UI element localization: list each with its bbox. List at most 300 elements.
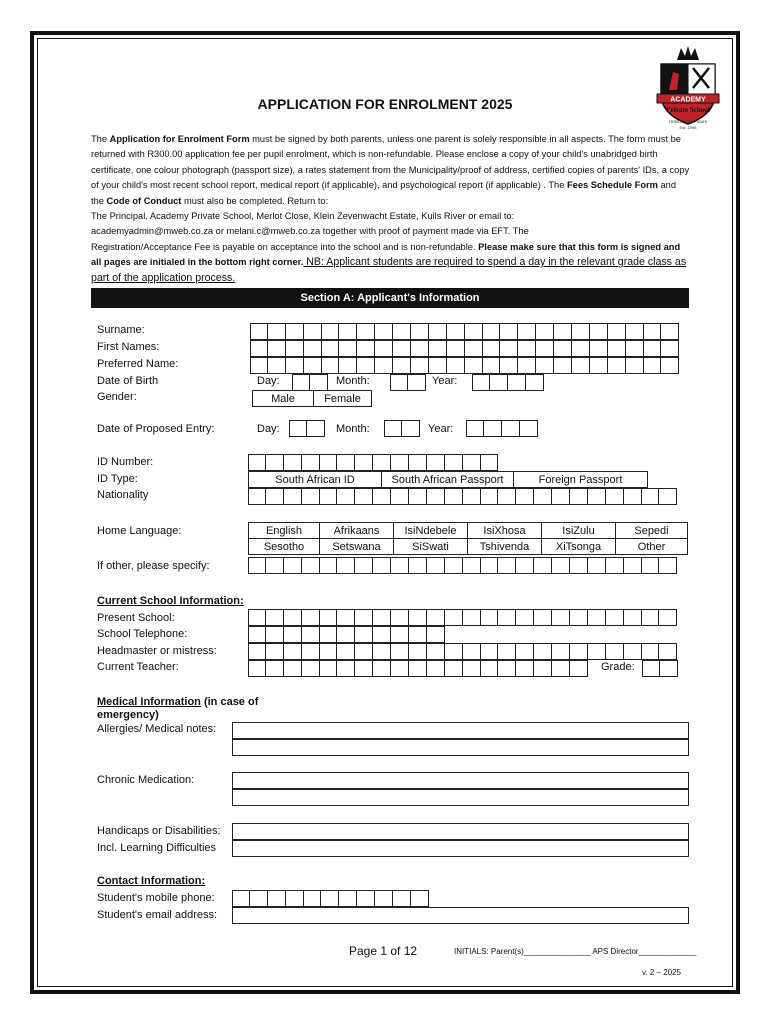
- char-box[interactable]: [337, 643, 355, 660]
- char-box[interactable]: [502, 420, 520, 437]
- char-box[interactable]: [463, 454, 481, 471]
- dob-month-field[interactable]: [390, 374, 426, 391]
- char-box[interactable]: [518, 340, 536, 357]
- char-box[interactable]: [355, 626, 373, 643]
- char-box[interactable]: [373, 454, 391, 471]
- char-box[interactable]: [384, 420, 402, 437]
- char-box[interactable]: [355, 643, 373, 660]
- char-box[interactable]: [373, 626, 391, 643]
- handicaps-field-2[interactable]: [232, 840, 689, 857]
- char-box[interactable]: [232, 890, 250, 907]
- char-box[interactable]: [302, 454, 320, 471]
- char-box[interactable]: [465, 323, 483, 340]
- char-box[interactable]: [588, 488, 606, 505]
- char-box[interactable]: [355, 660, 373, 677]
- char-box[interactable]: [320, 454, 338, 471]
- char-box[interactable]: [465, 357, 483, 374]
- char-box[interactable]: [284, 488, 302, 505]
- char-box[interactable]: [266, 557, 284, 574]
- char-box[interactable]: [393, 890, 411, 907]
- char-box[interactable]: [500, 357, 518, 374]
- lang-sesotho[interactable]: Sesotho: [248, 538, 320, 555]
- char-box[interactable]: [250, 340, 268, 357]
- char-box[interactable]: [516, 557, 534, 574]
- char-box[interactable]: [393, 340, 411, 357]
- char-box[interactable]: [284, 609, 302, 626]
- char-box[interactable]: [268, 340, 286, 357]
- char-box[interactable]: [608, 340, 626, 357]
- char-box[interactable]: [659, 488, 677, 505]
- char-box[interactable]: [554, 357, 572, 374]
- char-box[interactable]: [552, 643, 570, 660]
- chronic-field-1[interactable]: [232, 772, 689, 789]
- char-box[interactable]: [447, 323, 465, 340]
- char-box[interactable]: [411, 323, 429, 340]
- char-box[interactable]: [310, 374, 328, 391]
- other-language-field[interactable]: [248, 557, 677, 574]
- char-box[interactable]: [481, 454, 499, 471]
- char-box[interactable]: [661, 323, 679, 340]
- char-box[interactable]: [552, 660, 570, 677]
- char-box[interactable]: [391, 643, 409, 660]
- char-box[interactable]: [284, 660, 302, 677]
- char-box[interactable]: [355, 609, 373, 626]
- char-box[interactable]: [516, 488, 534, 505]
- char-box[interactable]: [337, 609, 355, 626]
- char-box[interactable]: [355, 454, 373, 471]
- char-box[interactable]: [320, 643, 338, 660]
- char-box[interactable]: [463, 557, 481, 574]
- char-box[interactable]: [534, 488, 552, 505]
- char-box[interactable]: [642, 660, 660, 677]
- char-box[interactable]: [659, 643, 677, 660]
- char-box[interactable]: [250, 357, 268, 374]
- char-box[interactable]: [463, 643, 481, 660]
- char-box[interactable]: [337, 626, 355, 643]
- char-box[interactable]: [337, 488, 355, 505]
- mobile-label: Student's mobile phone:: [97, 892, 215, 904]
- lang-isixhosa[interactable]: IsiXhosa: [468, 522, 542, 539]
- char-box[interactable]: [357, 340, 375, 357]
- char-box[interactable]: [248, 660, 266, 677]
- char-box[interactable]: [624, 643, 642, 660]
- char-box[interactable]: [320, 488, 338, 505]
- char-box[interactable]: [307, 420, 325, 437]
- id-type-sa-passport[interactable]: South African Passport: [382, 471, 514, 488]
- allergies-field-1[interactable]: [232, 722, 689, 739]
- char-box[interactable]: [554, 340, 572, 357]
- lang-other[interactable]: Other: [616, 538, 688, 555]
- char-box[interactable]: [481, 557, 499, 574]
- char-box[interactable]: [409, 557, 427, 574]
- dob-month-label: Month:: [336, 375, 370, 387]
- char-box[interactable]: [304, 340, 322, 357]
- char-box[interactable]: [642, 557, 660, 574]
- chronic-field-2[interactable]: [232, 789, 689, 806]
- char-box[interactable]: [320, 557, 338, 574]
- char-box[interactable]: [411, 890, 429, 907]
- char-box[interactable]: [266, 660, 284, 677]
- char-box[interactable]: [391, 660, 409, 677]
- char-box[interactable]: [375, 340, 393, 357]
- id-type-sa-id[interactable]: South African ID: [248, 471, 382, 488]
- char-box[interactable]: [463, 660, 481, 677]
- char-box[interactable]: [659, 609, 677, 626]
- char-box[interactable]: [463, 488, 481, 505]
- char-box[interactable]: [498, 609, 516, 626]
- char-box[interactable]: [284, 557, 302, 574]
- char-box[interactable]: [373, 643, 391, 660]
- char-box[interactable]: [284, 643, 302, 660]
- char-box[interactable]: [624, 609, 642, 626]
- char-box[interactable]: [572, 340, 590, 357]
- char-box[interactable]: [248, 454, 266, 471]
- char-box[interactable]: [429, 340, 447, 357]
- char-box[interactable]: [498, 488, 516, 505]
- email-label: Student's email address:: [97, 909, 218, 921]
- char-box[interactable]: [606, 643, 624, 660]
- id-type-foreign-passport[interactable]: Foreign Passport: [514, 471, 648, 488]
- char-box[interactable]: [337, 557, 355, 574]
- learning-label: Incl. Learning Difficulties: [97, 842, 217, 854]
- char-box[interactable]: [466, 420, 484, 437]
- char-box[interactable]: [534, 557, 552, 574]
- char-box[interactable]: [660, 660, 678, 677]
- contact-heading: Contact Information:: [97, 875, 206, 887]
- char-box[interactable]: [390, 374, 408, 391]
- char-box[interactable]: [498, 660, 516, 677]
- first-names-field[interactable]: [250, 340, 679, 357]
- char-box[interactable]: [552, 488, 570, 505]
- char-box[interactable]: [534, 609, 552, 626]
- char-box[interactable]: [393, 357, 411, 374]
- char-box[interactable]: [554, 323, 572, 340]
- char-box[interactable]: [250, 323, 268, 340]
- char-box[interactable]: [302, 643, 320, 660]
- char-box[interactable]: [624, 557, 642, 574]
- lang-sepedi[interactable]: Sepedi: [616, 522, 688, 539]
- char-box[interactable]: [626, 323, 644, 340]
- lang-afrikaans[interactable]: Afrikaans: [320, 522, 394, 539]
- if-other-label: If other, please specify:: [97, 560, 210, 572]
- char-box[interactable]: [266, 643, 284, 660]
- lang-english[interactable]: English: [248, 522, 320, 539]
- char-box[interactable]: [266, 626, 284, 643]
- char-box[interactable]: [608, 323, 626, 340]
- char-box[interactable]: [606, 488, 624, 505]
- char-box[interactable]: [284, 626, 302, 643]
- char-box[interactable]: [322, 340, 340, 357]
- char-box[interactable]: [409, 626, 427, 643]
- char-box[interactable]: [391, 626, 409, 643]
- lang-siswati[interactable]: SiSwati: [394, 538, 468, 555]
- lang-xitsonga[interactable]: XiTsonga: [542, 538, 616, 555]
- char-box[interactable]: [427, 660, 445, 677]
- char-box[interactable]: [286, 323, 304, 340]
- char-box[interactable]: [642, 643, 660, 660]
- char-box[interactable]: [391, 454, 409, 471]
- char-box[interactable]: [427, 626, 445, 643]
- char-box[interactable]: [391, 557, 409, 574]
- char-box[interactable]: [608, 357, 626, 374]
- id-type-label: ID Type:: [97, 473, 138, 485]
- char-box[interactable]: [572, 323, 590, 340]
- char-box[interactable]: [339, 340, 357, 357]
- char-box[interactable]: [268, 357, 286, 374]
- char-box[interactable]: [498, 643, 516, 660]
- char-box[interactable]: [447, 340, 465, 357]
- char-box[interactable]: [518, 357, 536, 374]
- id-number-field[interactable]: [248, 454, 498, 471]
- char-box[interactable]: [408, 374, 426, 391]
- char-box[interactable]: [429, 357, 447, 374]
- char-box[interactable]: [339, 323, 357, 340]
- char-box[interactable]: [661, 357, 679, 374]
- lang-tshivenda[interactable]: Tshivenda: [468, 538, 542, 555]
- headmaster-field[interactable]: [248, 643, 677, 660]
- char-box[interactable]: [516, 660, 534, 677]
- char-box[interactable]: [427, 454, 445, 471]
- char-box[interactable]: [644, 323, 662, 340]
- char-box[interactable]: [391, 609, 409, 626]
- char-box[interactable]: [642, 609, 660, 626]
- char-box[interactable]: [481, 609, 499, 626]
- lang-isindebele[interactable]: IsiNdebele: [394, 522, 468, 539]
- char-box[interactable]: [552, 557, 570, 574]
- char-box[interactable]: [402, 420, 420, 437]
- char-box[interactable]: [536, 340, 554, 357]
- dob-year-field[interactable]: [472, 374, 544, 391]
- char-box[interactable]: [339, 890, 357, 907]
- char-box[interactable]: [498, 557, 516, 574]
- char-box[interactable]: [445, 660, 463, 677]
- char-box[interactable]: [302, 626, 320, 643]
- char-box[interactable]: [411, 357, 429, 374]
- char-box[interactable]: [248, 488, 266, 505]
- char-box[interactable]: [266, 488, 284, 505]
- char-box[interactable]: [286, 357, 304, 374]
- char-box[interactable]: [339, 357, 357, 374]
- char-box[interactable]: [552, 609, 570, 626]
- char-box[interactable]: [445, 609, 463, 626]
- char-box[interactable]: [409, 609, 427, 626]
- char-box[interactable]: [500, 323, 518, 340]
- char-box[interactable]: [321, 890, 339, 907]
- dob-day-field[interactable]: [292, 374, 328, 391]
- char-box[interactable]: [472, 374, 490, 391]
- char-box[interactable]: [322, 357, 340, 374]
- char-box[interactable]: [536, 357, 554, 374]
- char-box[interactable]: [644, 357, 662, 374]
- char-box[interactable]: [304, 890, 322, 907]
- current-teacher-label: Current Teacher:: [97, 661, 179, 673]
- char-box[interactable]: [588, 609, 606, 626]
- char-box[interactable]: [248, 643, 266, 660]
- char-box[interactable]: [570, 488, 588, 505]
- char-box[interactable]: [508, 374, 526, 391]
- char-box[interactable]: [624, 488, 642, 505]
- email-field[interactable]: [232, 907, 689, 924]
- char-box[interactable]: [373, 660, 391, 677]
- char-box[interactable]: [626, 340, 644, 357]
- char-box[interactable]: [481, 643, 499, 660]
- char-box[interactable]: [289, 420, 307, 437]
- char-box[interactable]: [445, 454, 463, 471]
- school-tel-label: School Telephone:: [97, 628, 188, 640]
- version-label: v. 2 – 2025: [642, 968, 681, 977]
- char-box[interactable]: [355, 557, 373, 574]
- char-box[interactable]: [266, 609, 284, 626]
- char-box[interactable]: [483, 323, 501, 340]
- char-box[interactable]: [266, 454, 284, 471]
- char-box[interactable]: [427, 488, 445, 505]
- lang-setswana[interactable]: Setswana: [320, 538, 394, 555]
- char-box[interactable]: [445, 488, 463, 505]
- char-box[interactable]: [302, 488, 320, 505]
- char-box[interactable]: [516, 643, 534, 660]
- char-box[interactable]: [427, 643, 445, 660]
- char-box[interactable]: [373, 488, 391, 505]
- char-box[interactable]: [526, 374, 544, 391]
- char-box[interactable]: [286, 340, 304, 357]
- char-box[interactable]: [357, 357, 375, 374]
- char-box[interactable]: [590, 340, 608, 357]
- char-box[interactable]: [447, 357, 465, 374]
- char-box[interactable]: [357, 323, 375, 340]
- char-box[interactable]: [590, 323, 608, 340]
- char-box[interactable]: [337, 454, 355, 471]
- school-logo: [655, 44, 721, 136]
- char-box[interactable]: [268, 890, 286, 907]
- char-box[interactable]: [606, 557, 624, 574]
- char-box[interactable]: [391, 488, 409, 505]
- surname-field[interactable]: [250, 323, 679, 340]
- char-box[interactable]: [302, 609, 320, 626]
- char-box[interactable]: [375, 357, 393, 374]
- nationality-field[interactable]: [248, 488, 677, 505]
- char-box[interactable]: [520, 420, 538, 437]
- char-box[interactable]: [572, 357, 590, 374]
- allergies-field-2[interactable]: [232, 739, 689, 756]
- char-box[interactable]: [355, 488, 373, 505]
- char-box[interactable]: [375, 323, 393, 340]
- char-box[interactable]: [409, 643, 427, 660]
- page-title: APPLICATION FOR ENROLMENT 2025: [257, 96, 513, 112]
- char-box[interactable]: [337, 660, 355, 677]
- school-tel-field[interactable]: [248, 626, 445, 643]
- char-box[interactable]: [284, 454, 302, 471]
- preferred-name-label: Preferred Name:: [97, 358, 179, 370]
- char-box[interactable]: [490, 374, 508, 391]
- char-box[interactable]: [373, 557, 391, 574]
- preferred-name-field[interactable]: [250, 357, 679, 374]
- char-box[interactable]: [375, 890, 393, 907]
- char-box[interactable]: [570, 660, 588, 677]
- char-box[interactable]: [536, 323, 554, 340]
- char-box[interactable]: [534, 660, 552, 677]
- char-box[interactable]: [411, 340, 429, 357]
- char-box[interactable]: [409, 488, 427, 505]
- char-box[interactable]: [626, 357, 644, 374]
- char-box[interactable]: [320, 660, 338, 677]
- char-box[interactable]: [409, 454, 427, 471]
- char-box[interactable]: [481, 660, 499, 677]
- gender-options: [252, 390, 372, 407]
- char-box[interactable]: [373, 609, 391, 626]
- char-box[interactable]: [483, 357, 501, 374]
- char-box[interactable]: [320, 609, 338, 626]
- char-box[interactable]: [642, 488, 660, 505]
- char-box[interactable]: [248, 626, 266, 643]
- char-box[interactable]: [302, 557, 320, 574]
- char-box[interactable]: [518, 323, 536, 340]
- char-box[interactable]: [659, 557, 677, 574]
- char-box[interactable]: [393, 323, 411, 340]
- char-box[interactable]: [644, 340, 662, 357]
- chronic-label: Chronic Medication:: [97, 774, 195, 786]
- char-box[interactable]: [481, 488, 499, 505]
- char-box[interactable]: [661, 340, 679, 357]
- char-box[interactable]: [248, 609, 266, 626]
- char-box[interactable]: [465, 340, 483, 357]
- char-box[interactable]: [322, 323, 340, 340]
- lang-isizulu[interactable]: IsiZulu: [542, 522, 616, 539]
- entry-month-field[interactable]: [384, 420, 420, 437]
- char-box[interactable]: [534, 643, 552, 660]
- char-box[interactable]: [484, 420, 502, 437]
- char-box[interactable]: [302, 660, 320, 677]
- char-box[interactable]: [304, 323, 322, 340]
- char-box[interactable]: [292, 374, 310, 391]
- char-box[interactable]: [483, 340, 501, 357]
- char-box[interactable]: [606, 609, 624, 626]
- entry-year-field[interactable]: [466, 420, 538, 437]
- char-box[interactable]: [445, 643, 463, 660]
- char-box[interactable]: [463, 609, 481, 626]
- char-box[interactable]: [590, 357, 608, 374]
- char-box[interactable]: [250, 890, 268, 907]
- allergies-label: Allergies/ Medical notes:: [97, 723, 217, 735]
- char-box[interactable]: [429, 323, 447, 340]
- char-box[interactable]: [409, 660, 427, 677]
- char-box[interactable]: [427, 609, 445, 626]
- entry-day-field[interactable]: [289, 420, 325, 437]
- char-box[interactable]: [268, 323, 286, 340]
- char-box[interactable]: [357, 890, 375, 907]
- char-box[interactable]: [304, 357, 322, 374]
- handicaps-field-1[interactable]: [232, 823, 689, 840]
- char-box[interactable]: [516, 609, 534, 626]
- char-box[interactable]: [588, 643, 606, 660]
- char-box[interactable]: [427, 557, 445, 574]
- char-box[interactable]: [588, 557, 606, 574]
- grade-field[interactable]: [642, 660, 678, 677]
- char-box[interactable]: [286, 890, 304, 907]
- char-box[interactable]: [570, 643, 588, 660]
- present-school-field[interactable]: [248, 609, 677, 626]
- char-box[interactable]: [570, 557, 588, 574]
- char-box[interactable]: [500, 340, 518, 357]
- char-box[interactable]: [248, 557, 266, 574]
- gender-female[interactable]: Female: [314, 390, 372, 407]
- gender-male[interactable]: Male: [252, 390, 314, 407]
- headmaster-label: Headmaster or mistress:: [97, 645, 217, 657]
- char-box[interactable]: [320, 626, 338, 643]
- char-box[interactable]: [445, 557, 463, 574]
- mobile-field[interactable]: [232, 890, 429, 907]
- char-box[interactable]: [570, 609, 588, 626]
- current-teacher-field[interactable]: [248, 660, 588, 677]
